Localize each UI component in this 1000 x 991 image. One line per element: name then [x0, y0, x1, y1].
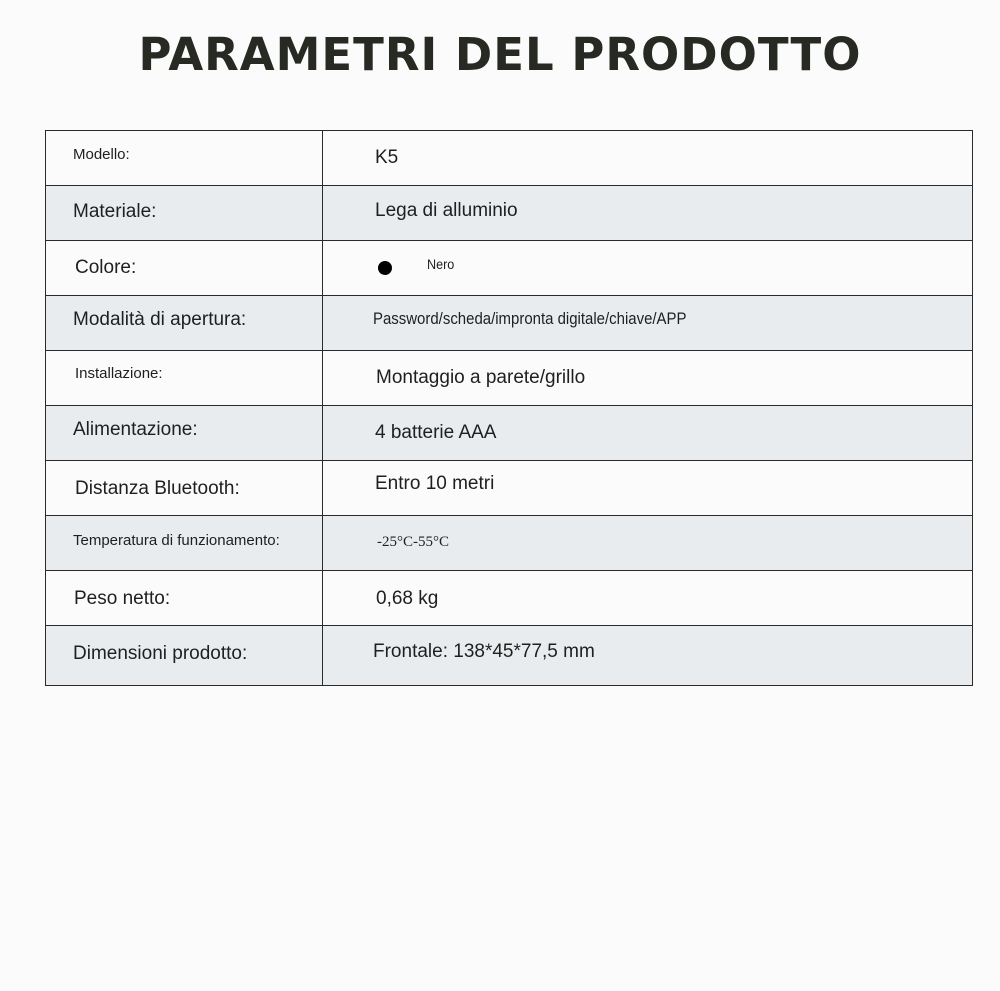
label-cell — [46, 241, 323, 295]
row-label: Alimentazione: — [73, 419, 198, 440]
table-row-modello — [46, 131, 972, 186]
label-cell — [46, 461, 323, 515]
row-label: Peso netto: — [74, 588, 171, 609]
label-cell — [46, 516, 323, 570]
table-row-peso-netto — [46, 571, 972, 626]
row-value: Lega di alluminio — [375, 200, 518, 221]
row-value: K5 — [375, 147, 399, 168]
row-value: 0,68 kg — [376, 588, 439, 609]
table-row-dimensioni — [46, 626, 972, 685]
row-label: Temperatura di funzionamento: — [73, 532, 280, 549]
table-row-installazione — [46, 351, 972, 406]
label-cell — [46, 351, 323, 405]
row-value: Montaggio a parete/grillo — [376, 367, 586, 388]
value-cell — [323, 351, 972, 405]
value-cell — [323, 241, 972, 295]
value-cell — [323, 131, 972, 185]
row-label: Modalità di apertura: — [73, 309, 247, 330]
product-spec-table — [45, 130, 973, 686]
table-row-distanza-bluetooth — [46, 461, 972, 516]
row-label: Distanza Bluetooth: — [75, 478, 240, 499]
value-cell — [323, 461, 972, 515]
value-cell — [323, 571, 972, 625]
row-value: -25°C-55°C — [377, 534, 449, 550]
label-cell — [46, 296, 323, 350]
row-value: Password/scheda/impronta digitale/chiave/APP — [373, 309, 687, 328]
row-label: Modello: — [73, 146, 130, 163]
table-row-colore — [46, 241, 972, 296]
table-row-materiale — [46, 186, 972, 241]
label-cell — [46, 131, 323, 185]
page-title: PARAMETRI DEL PRODOTTO — [138, 28, 862, 81]
value-cell — [323, 186, 972, 240]
value-cell — [323, 626, 972, 685]
row-value: Frontale: 138*45*77,5 mm — [373, 641, 595, 662]
row-value: Entro 10 metri — [375, 473, 495, 494]
color-swatch-icon — [378, 261, 392, 275]
value-cell — [323, 516, 972, 570]
label-cell — [46, 626, 323, 685]
row-label: Installazione: — [75, 365, 163, 382]
row-label: Dimensioni prodotto: — [73, 643, 248, 664]
value-cell — [323, 406, 972, 460]
row-label: Materiale: — [73, 201, 157, 222]
label-cell — [46, 406, 323, 460]
row-value: 4 batterie AAA — [375, 422, 497, 443]
table-row-alimentazione — [46, 406, 972, 461]
row-value: Nero — [427, 256, 455, 272]
label-cell — [46, 186, 323, 240]
table-row-temperatura — [46, 516, 972, 571]
label-cell — [46, 571, 323, 625]
value-cell — [323, 296, 972, 350]
table-row-modalita-apertura — [46, 296, 972, 351]
row-label: Colore: — [75, 257, 137, 278]
